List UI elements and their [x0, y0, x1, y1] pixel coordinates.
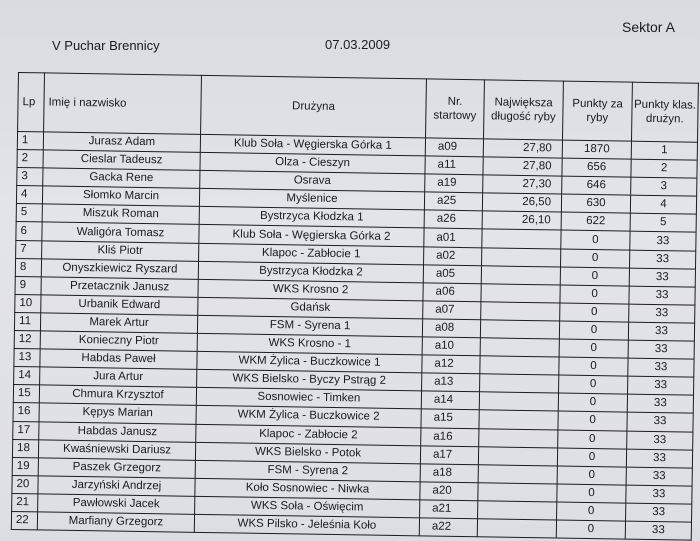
cell-team-points: 2: [631, 159, 697, 178]
column-header-max-length: Największa długość ryby: [484, 80, 564, 140]
cell-fish-points: 0: [559, 357, 628, 376]
cell-max-length: [481, 284, 560, 303]
cell-team-points: 33: [627, 431, 693, 450]
cell-team: WKS Bielsko - Byczy Pstrąg 2: [197, 370, 422, 392]
cell-team: FSM - Syrena 1: [197, 315, 422, 337]
cell-team-points: 33: [626, 467, 692, 486]
cell-start-number: a18: [420, 464, 478, 483]
cell-lp: 15: [13, 385, 39, 403]
cell-max-length: [482, 247, 561, 266]
cell-team: Sosnowiec - Timken: [196, 388, 421, 410]
cell-start-number: a10: [422, 337, 480, 356]
cell-team-points: 33: [626, 503, 692, 522]
cell-lp: 5: [16, 204, 42, 222]
cell-team: Osrava: [200, 171, 425, 193]
cell-team: WKS Bielsko - Potok: [195, 442, 420, 464]
cell-start-number: a16: [421, 427, 479, 446]
cell-max-length: 26,10: [482, 211, 561, 230]
cell-lp: 14: [14, 367, 40, 385]
cell-team-points: 33: [629, 268, 695, 287]
cell-lp: 6: [16, 222, 42, 240]
event-date: 07.03.2009: [325, 37, 391, 52]
column-header-team: Drużyna: [201, 75, 427, 138]
cell-fish-points: 1870: [562, 140, 631, 159]
cell-max-length: [478, 464, 557, 483]
cell-team: Klub Soła - Węgierska Górka 2: [199, 225, 424, 247]
cell-name: Jurasz Adam: [43, 132, 200, 153]
cell-fish-points: 0: [559, 321, 628, 340]
cell-start-number: a17: [420, 445, 478, 464]
cell-fish-points: 0: [557, 484, 626, 503]
cell-team: WKS Krosno - 1: [197, 333, 422, 355]
column-header-fish-points: Punkty za ryby: [562, 81, 632, 141]
cell-lp: 11: [14, 312, 40, 330]
event-title: V Puchar Brennicy: [52, 38, 160, 53]
cell-lp: 8: [15, 258, 41, 276]
cell-max-length: [480, 356, 559, 375]
cell-name: Urbanik Edward: [41, 295, 198, 316]
cell-team-points: 33: [629, 286, 695, 305]
cell-name: Miszuk Roman: [42, 204, 199, 225]
cell-fish-points: 0: [558, 393, 627, 412]
cell-name: Jarzyński Andrzej: [38, 476, 195, 497]
results-table-wrapper: [11, 72, 698, 541]
cell-team-points: 33: [627, 394, 693, 413]
cell-team-points: 1: [631, 141, 697, 160]
cell-max-length: [478, 446, 557, 465]
cell-start-number: a19: [425, 174, 483, 193]
cell-team-points: 33: [628, 322, 694, 341]
cell-fish-points: 0: [557, 466, 626, 485]
cell-max-length: 27,80: [483, 139, 562, 158]
cell-lp: 16: [13, 403, 39, 421]
cell-lp: 13: [14, 349, 40, 367]
cell-name: Marek Artur: [40, 313, 197, 334]
cell-name: Słomko Marcin: [42, 186, 199, 207]
cell-lp: 12: [14, 331, 40, 349]
cell-name: Pawłowski Jacek: [38, 494, 195, 515]
cell-name: Waligóra Tomasz: [42, 222, 199, 243]
cell-name: Konieczny Piotr: [40, 331, 197, 352]
cell-lp: 18: [12, 439, 38, 457]
cell-lp: 4: [16, 186, 42, 204]
column-header-team-points: Punkty klas. drużyn.: [631, 82, 698, 142]
cell-team: WKM Żylica - Buczkowice 2: [196, 406, 421, 428]
cell-start-number: a15: [421, 409, 479, 428]
column-header-name: Imię i nazwisko: [44, 73, 202, 134]
cell-max-length: [477, 519, 556, 538]
cell-fish-points: 0: [557, 502, 626, 521]
cell-start-number: a20: [420, 482, 478, 501]
cell-max-length: [479, 392, 558, 411]
cell-fish-points: 0: [560, 303, 629, 322]
cell-start-number: a06: [423, 283, 481, 302]
cell-name: Onyszkiewicz Ryszard: [41, 259, 198, 280]
cell-team-points: 33: [628, 358, 694, 377]
cell-team-points: 33: [628, 376, 694, 395]
cell-name: Kwaśniewski Dariusz: [38, 439, 195, 460]
cell-fish-points: 0: [559, 339, 628, 358]
cell-team: Klapoc - Zabłocie 2: [196, 424, 421, 446]
cell-max-length: [481, 302, 560, 321]
cell-team: Olza - Cieszyn: [200, 152, 425, 174]
cell-team: WKS Pilsko - Jeleśnia Koło: [194, 514, 419, 536]
cell-team: Klub Soła - Węgierska Górka 1: [200, 134, 425, 156]
cell-max-length: [482, 229, 561, 248]
cell-team-points: 33: [627, 413, 693, 432]
cell-start-number: a21: [420, 500, 478, 519]
cell-team: Bystrzyca Kłodzka 2: [198, 261, 423, 283]
cell-start-number: a01: [424, 228, 482, 247]
cell-max-length: [479, 410, 558, 429]
cell-team-points: 3: [631, 177, 697, 196]
cell-team-points: 33: [628, 340, 694, 359]
cell-start-number: a22: [419, 518, 477, 537]
cell-team-points: 5: [630, 214, 696, 233]
cell-lp: 10: [15, 294, 41, 312]
column-header-start-number: Nr. startowy: [426, 79, 485, 139]
cell-max-length: [478, 501, 557, 520]
table-header-row: [18, 73, 699, 143]
cell-team-points: 33: [625, 521, 691, 540]
cell-fish-points: 656: [562, 158, 631, 177]
cell-start-number: a13: [422, 373, 480, 392]
cell-fish-points: 630: [561, 194, 630, 213]
cell-max-length: [480, 338, 559, 357]
cell-max-length: [481, 265, 560, 284]
cell-name: Gacka Rene: [43, 168, 200, 189]
cell-fish-points: 646: [562, 176, 631, 195]
cell-team: Bystrzyca Kłodzka 1: [199, 207, 424, 229]
cell-lp: 21: [12, 493, 38, 511]
cell-max-length: 27,30: [483, 175, 562, 194]
cell-name: Jura Artur: [40, 367, 197, 388]
cell-fish-points: 0: [558, 411, 627, 430]
cell-team: WKS Krosno 2: [198, 279, 423, 301]
cell-lp: 19: [12, 457, 38, 475]
cell-start-number: a08: [422, 319, 480, 338]
cell-fish-points: 0: [557, 448, 626, 467]
cell-start-number: a02: [424, 246, 482, 265]
cell-start-number: a07: [423, 301, 481, 320]
cell-team-points: 33: [626, 449, 692, 468]
cell-max-length: [480, 320, 559, 339]
cell-start-number: a14: [421, 391, 479, 410]
cell-team: FSM - Syrena 2: [195, 460, 420, 482]
cell-lp: 9: [15, 276, 41, 294]
cell-start-number: a12: [422, 355, 480, 374]
cell-name: Habdas Janusz: [39, 421, 196, 442]
cell-start-number: a26: [424, 210, 482, 229]
cell-fish-points: 0: [559, 375, 628, 394]
cell-max-length: [479, 428, 558, 447]
cell-name: Kępys Marian: [39, 403, 196, 424]
cell-name: Habdas Paweł: [40, 349, 197, 370]
cell-team: Gdańsk: [198, 297, 423, 319]
cell-fish-points: 0: [556, 520, 625, 539]
cell-name: Przetacznik Janusz: [41, 277, 198, 298]
cell-lp: 20: [12, 475, 38, 493]
sector-label: Sektor A: [622, 19, 675, 35]
cell-name: Chmura Krzysztof: [39, 385, 196, 406]
cell-name: Cieslar Tadeusz: [43, 150, 200, 171]
cell-max-length: [480, 374, 559, 393]
cell-name: Paszek Grzegorz: [38, 458, 195, 479]
cell-start-number: a11: [425, 156, 483, 175]
cell-team-points: 33: [626, 485, 692, 504]
results-table: [11, 72, 699, 541]
cell-start-number: a25: [424, 192, 482, 211]
cell-name: Kliś Piotr: [42, 240, 199, 261]
cell-team: Koło Sosnowiec - Niwka: [195, 478, 420, 500]
cell-fish-points: 0: [560, 267, 629, 286]
cell-lp: 7: [16, 240, 42, 258]
cell-lp: 2: [17, 150, 43, 168]
cell-max-length: [478, 483, 557, 502]
cell-max-length: 26,50: [482, 193, 561, 212]
cell-team-points: 33: [630, 232, 696, 251]
cell-team: Klapoc - Zabłocie 1: [199, 243, 424, 265]
cell-team-points: 4: [630, 195, 696, 214]
cell-name: Marfiany Grzegorz: [37, 512, 194, 533]
column-header-lp: Lp: [18, 73, 45, 132]
table-body: [11, 132, 697, 541]
cell-lp: 22: [11, 511, 37, 529]
cell-fish-points: 0: [561, 231, 630, 250]
cell-fish-points: 0: [561, 249, 630, 268]
cell-lp: 17: [13, 421, 39, 439]
cell-fish-points: 622: [561, 212, 630, 231]
cell-fish-points: 0: [560, 285, 629, 304]
cell-lp: 1: [17, 132, 43, 150]
cell-team: Myślenice: [199, 189, 424, 211]
cell-lp: 3: [17, 168, 43, 186]
cell-team: WKM Żylica - Buczkowice 1: [197, 351, 422, 373]
cell-fish-points: 0: [558, 430, 627, 449]
cell-max-length: 27,80: [483, 157, 562, 176]
cell-team-points: 33: [629, 304, 695, 323]
cell-start-number: a09: [425, 138, 483, 157]
cell-team-points: 33: [630, 250, 696, 269]
cell-team: WKS Soła - Oświęcim: [195, 496, 420, 518]
cell-start-number: a05: [423, 265, 481, 284]
